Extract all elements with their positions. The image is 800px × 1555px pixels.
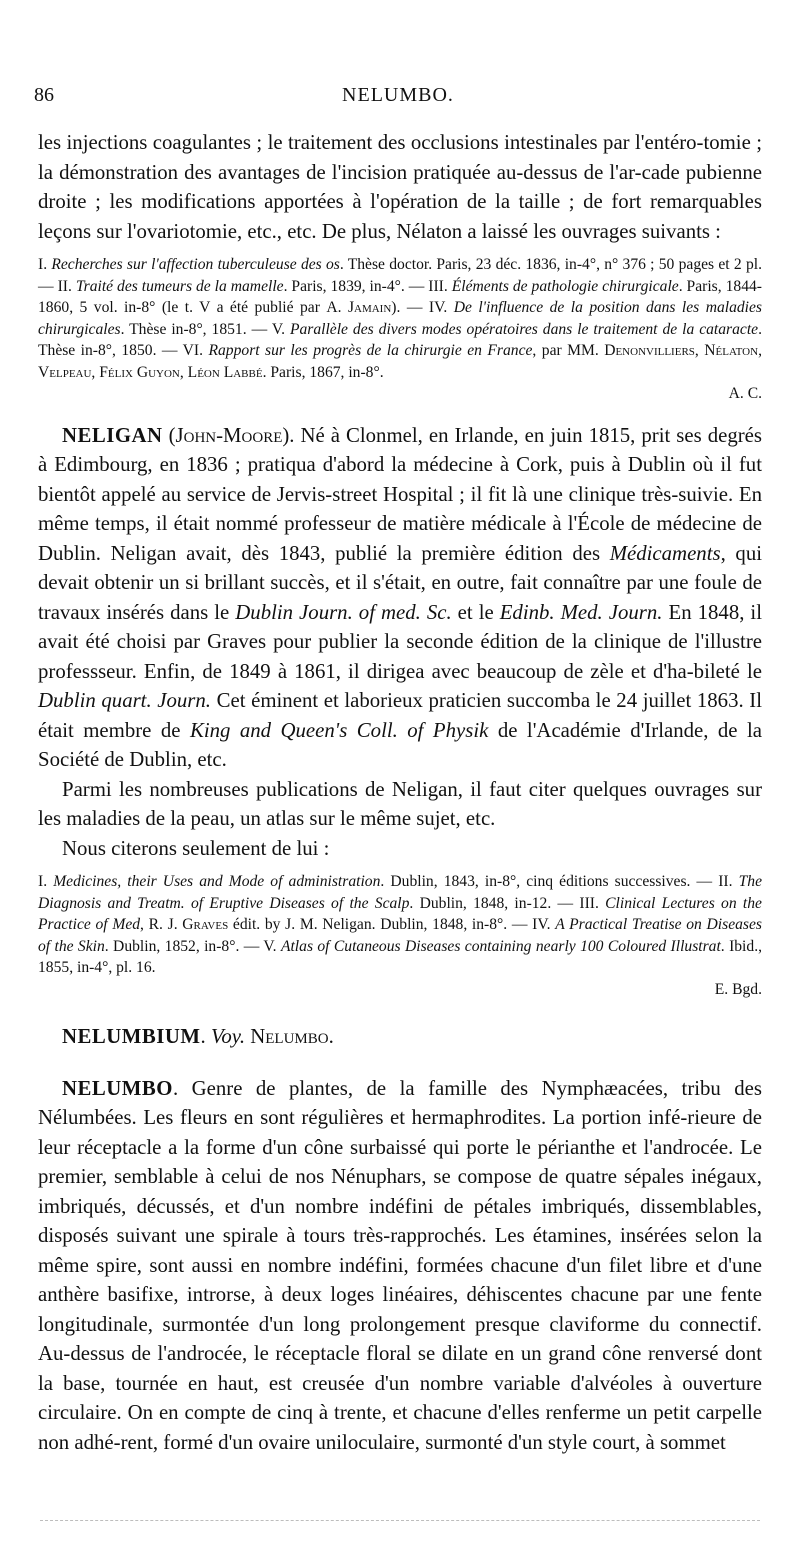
biblio-text: . Dublin, 1843, in-8°, cinq éditions successives. — (380, 873, 719, 890)
nelumbo-entry (38, 1074, 762, 1458)
biblio-num: V. (263, 937, 281, 955)
entry-headword: NELUMBIUM (62, 1025, 201, 1048)
entry-text: En 1848, il avait été choisi par Graves pour publier la seconde édition de la clinique de l'illustre professseur. Enfin, de 1849 à 1861, il dirigea avec beaucoup de zèle et d'ha-bileté le (38, 600, 762, 683)
biblio-title: Atlas of Cutaneous Diseases containing nearly 100 Coloured Illustrat (280, 937, 721, 955)
entry-italic: Edinb. Med. Journ. (499, 600, 663, 624)
nelumbium-entry: NELUMBIUM. Voy. Nelumbo. (62, 1025, 334, 1048)
biblio-title: Medicines, their Uses and Mode of administration (53, 873, 381, 890)
page-content (38, 128, 762, 1457)
biblio-num: II. (718, 873, 739, 890)
biblio-text: , R. J. (140, 916, 183, 933)
signature: A. C. (728, 385, 762, 402)
entry-text: . Genre de plantes, de la famille des Nymphæacées, tribu des Nélumbées. Les fleurs en sont régulières et hermaphrodites. La portion infé-rieure de leur réceptacle a la forme d'un cône surbaissé qui porte le périanthe et l'androcée. Le premier, semblable à celui de nos Nénuphars, se compose de quatre sépales inégaux, imbriqués, décussés, et d'un nombre indéfini de pétales imbriqués, dissemblables, disposés suivant une spirale à tours très-rapprochés. Les étamines, insérées selon la même spire, sont aussi en nombre indéfini, formées chacune d'un filet libre et d'une anthère basifixe, introrse, à deux loges linéaires, déhiscentes chacune par une fente longitudinale, surmontée d'un long prolongement presque claviforme du connectif. Au-dessus de l'androcée, le réceptacle floral se dilate en un grand cône renversé dont la base, tournée en haut, est creusée d'un nombre variable d'alvéoles à ouverture circulaire. On en compte de cinq à trente, et chacune d'elles renferme un petit carpelle non adhé-rent, formé d'un ovaire uniloculaire, surmonté d'un style court, à sommet (38, 1076, 762, 1454)
biblio-num: III. (428, 277, 452, 295)
biblio-text: . Thèse in-8°, 1851. — (120, 320, 272, 338)
biblio-num: IV. (532, 916, 556, 933)
biblio-num: II. (57, 277, 76, 295)
entry-text: et le (451, 600, 500, 624)
entry-text: , qui devait obtenir un si brillant succès, et il s'était, en outre, fait connaître par une foule de travaux insérés dans le (38, 541, 762, 624)
entry-italic: Médicaments (609, 541, 721, 565)
biblio-author: A. Jamain (326, 299, 392, 316)
page-number: 86 (34, 84, 54, 106)
biblio-title: Clinical Lectures on the Practice of Med (38, 894, 762, 933)
biblio-num: III. (579, 894, 606, 912)
biblio-text: . Paris, 1839, in-4°. — (283, 277, 429, 295)
biblio-title: Recherches sur l'affection tuberculeuse des os (51, 256, 340, 273)
footer-rule (40, 1520, 760, 1521)
biblio-title: De l'influence de la position dans les maladies chirurgicales (38, 299, 763, 338)
biblio-num: VI. (182, 342, 209, 359)
biblio-title: Éléments de pathologie chirurgicale (451, 277, 679, 295)
nelaton-bibliography (38, 254, 762, 383)
biblio-text: . Thèse doctor. Paris, 23 déc. 1836, in-4°, n° 376 ; 50 pages et 2 pl. — (38, 256, 762, 295)
page-header (34, 84, 762, 112)
entry-headword: NELUMBO (62, 1076, 173, 1100)
cross-reference: Nelumbo. (250, 1025, 334, 1048)
biblio-author: Graves (182, 916, 229, 933)
biblio-num: I. (38, 256, 52, 273)
biblio-text: , par MM. (532, 342, 605, 359)
entry-firstname: (John-Moore) (168, 423, 290, 447)
biblio-text: . Thèse in-8°, 1850. — (38, 320, 762, 359)
signature: E. Bgd. (714, 980, 762, 998)
entry-italic: Dublin quart. Journ. (38, 689, 211, 712)
running-head: NELUMBO. (342, 84, 454, 106)
biblio-author: Denonvilliers, Nélaton, Velpeau, Félix Guyon, Léon Labbé (38, 342, 762, 381)
intro-paragraph: les injections coagulantes ; le traitement des occlusions intestinales par l'entéro-tomie ; la démonstration des avantages de l'incision pratiquée au-dessus de l'ar-cade pubienne droite ; les modifications apportées à l'opération de la taille ; de fort remarquables leçons sur l'ovariotomie, etc., etc. De plus, Nélaton a laissé les ouvrages suivants : (38, 131, 762, 243)
biblio-num: I. (38, 873, 54, 890)
biblio-text: . Paris, 1867, in-8°. (262, 363, 384, 381)
biblio-title: Traité des tumeurs de la mamelle (75, 277, 284, 295)
biblio-text: ). — (391, 299, 429, 316)
entry-text: . Né à Clonmel, en Irlande, en juin 1815, prit ses degrés à Edimbourg, en 1836 ; pratiqua d'abord la médecine à Cork, puis à Dublin où il fut bientôt appelé au service de Jervis-street Hospital ; il fit là une clinique très-suivie. En même temps, il était nommé professeur de matière médicale à l'École de médecine de Dublin. Neligan avait, dès 1843, publié la première édition des (38, 423, 762, 565)
entry-italic: Voy. (210, 1025, 246, 1048)
neligan-bibliography (38, 871, 762, 979)
entry-headword: NELIGAN (62, 423, 163, 447)
neligan-paragraph-3: Nous citerons seulement de lui : (62, 836, 330, 860)
biblio-text: . Paris, 1844-1860, 5 vol. in-8° (le t. V a été publié par (38, 277, 762, 316)
entry-italic: King and Queen's Coll. of Physik (189, 718, 489, 742)
entry-text: de l'Académie d'Irlande, de la Société de Dublin, etc. (38, 718, 762, 771)
entry-italic: Dublin Journ. of med. Sc. (235, 600, 452, 624)
biblio-title: Rapport sur les progrès de la chirurgie en France (208, 342, 533, 359)
biblio-title: A Practical Treatise on Diseases of the Skin (38, 916, 762, 955)
biblio-text: édit. by J. M. Neligan. Dublin, 1848, in-8°. — (228, 916, 533, 933)
biblio-text: . Ibid., 1855, in-4°, pl. 16. (38, 937, 762, 976)
biblio-num: IV. (428, 299, 454, 316)
neligan-paragraph-2: Parmi les nombreuses publications de Neligan, il faut citer quelques ouvrages sur les maladies de la peau, un atlas sur le même sujet, etc. (38, 777, 762, 830)
biblio-num: V. (271, 320, 290, 338)
biblio-title: The Diagnosis and Treatm. of Eruptive Diseases of the Scalp (38, 873, 762, 912)
biblio-text: . Dublin, 1852, in-8°. — (104, 937, 264, 955)
entry-text: Cet éminent et laborieux praticien succomba le 24 juillet 1863. Il était membre de (38, 689, 762, 742)
neligan-entry (38, 421, 762, 775)
biblio-text: . Dublin, 1848, in-12. — (409, 894, 580, 912)
biblio-title: Parallèle des divers modes opératoires dans le traitement de la cataracte (289, 320, 759, 338)
